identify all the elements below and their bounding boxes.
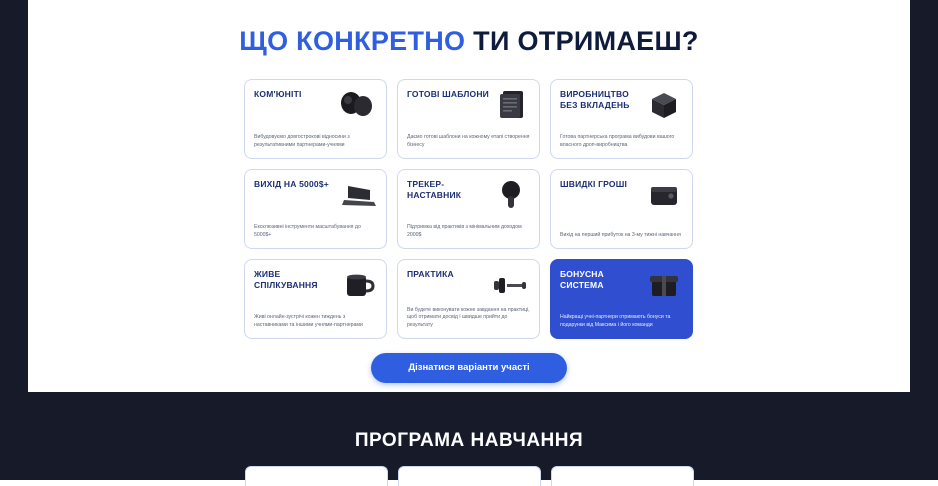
card-description: Підтримка від практиків з мінімальним доходом 2000$ xyxy=(407,224,522,239)
benefit-card-fast-money[interactable] xyxy=(550,169,693,249)
program-panel[interactable] xyxy=(245,466,388,486)
card-title: ВИХІД НА 5000$+ xyxy=(254,179,329,189)
documents-icon xyxy=(487,86,533,124)
benefit-card-bonus-system[interactable] xyxy=(550,259,693,339)
benefit-card-templates[interactable] xyxy=(397,79,540,159)
card-description: Ви будете виконувати кожне завдання на практиці, щоб отримати досвід і швидше прийти до результату xyxy=(407,306,530,329)
benefit-card-tracker[interactable] xyxy=(397,169,540,249)
gift-icon xyxy=(640,266,686,304)
headphones-icon xyxy=(334,86,380,124)
card-title: КОМ'ЮНІТІ xyxy=(254,89,302,99)
card-title: ЖИВЕ СПІЛКУВАННЯ xyxy=(254,269,318,290)
card-title: ПРАКТИКА xyxy=(407,269,454,279)
card-row xyxy=(244,79,694,159)
program-panels xyxy=(0,466,938,486)
page-title xyxy=(28,0,910,57)
card-description: Вибудовуємо довгострокові відносини з результативними партнерами-учнями xyxy=(254,134,350,149)
mug-icon xyxy=(334,266,380,304)
join-options-button[interactable]: Дізнатися варіанти участі xyxy=(371,353,567,383)
page-title-rest: ТИ ОТРИМАЕШ? xyxy=(473,26,699,56)
card-description: Вихід на перший прибуток на 3-му тижні навчання xyxy=(560,232,681,239)
card-title: ШВИДКІ ГРОШІ xyxy=(560,179,628,189)
box-icon xyxy=(640,86,686,124)
card-row xyxy=(244,259,694,339)
program-panel[interactable] xyxy=(398,466,541,486)
card-description: Живі онлайн-зустрічі кожен тиждень з наставниками та іншими учнями-партнерами xyxy=(254,314,363,329)
microphone-icon xyxy=(487,176,533,214)
benefit-card-community[interactable] xyxy=(244,79,387,159)
benefit-cards-grid xyxy=(244,79,694,339)
wallet-icon xyxy=(640,176,686,214)
card-description: Найкращі учні-партнери отримають бонуси та подарунки від Максима і його команди xyxy=(560,314,671,329)
card-title: ТРЕКЕР-НАСТАВНИК xyxy=(407,179,462,200)
benefit-card-income[interactable] xyxy=(244,169,387,249)
page-title-accent: ЩО КОНКРЕТНО xyxy=(239,26,466,56)
benefit-card-live-communication[interactable] xyxy=(244,259,387,339)
card-description: Ексклюзивні інструменти масштабування до 5000$+ xyxy=(254,224,361,239)
card-title: ГОТОВІ ШАБЛОНИ xyxy=(407,89,489,99)
benefit-card-practice[interactable] xyxy=(397,259,540,339)
card-title: ВИРОБНИЦТВО БЕЗ ВКЛАДЕНЬ xyxy=(560,89,630,110)
card-title: БОНУСНА СИСТЕМА xyxy=(560,269,604,290)
program-section xyxy=(0,392,938,480)
card-row xyxy=(244,169,694,249)
card-description: Готова партнерська програма вибудови вашого власного дроп-виробництва xyxy=(560,134,675,149)
laptop-icon xyxy=(334,176,380,214)
benefit-card-production[interactable] xyxy=(550,79,693,159)
program-panel[interactable] xyxy=(551,466,694,486)
cta-container xyxy=(28,353,910,383)
program-section-title: ПРОГРАМА НАВЧАННЯ xyxy=(354,430,584,451)
card-description: Даємо готові шаблони на кожному етапі створення бізнесу xyxy=(407,134,530,149)
dumbbell-icon xyxy=(487,266,533,304)
